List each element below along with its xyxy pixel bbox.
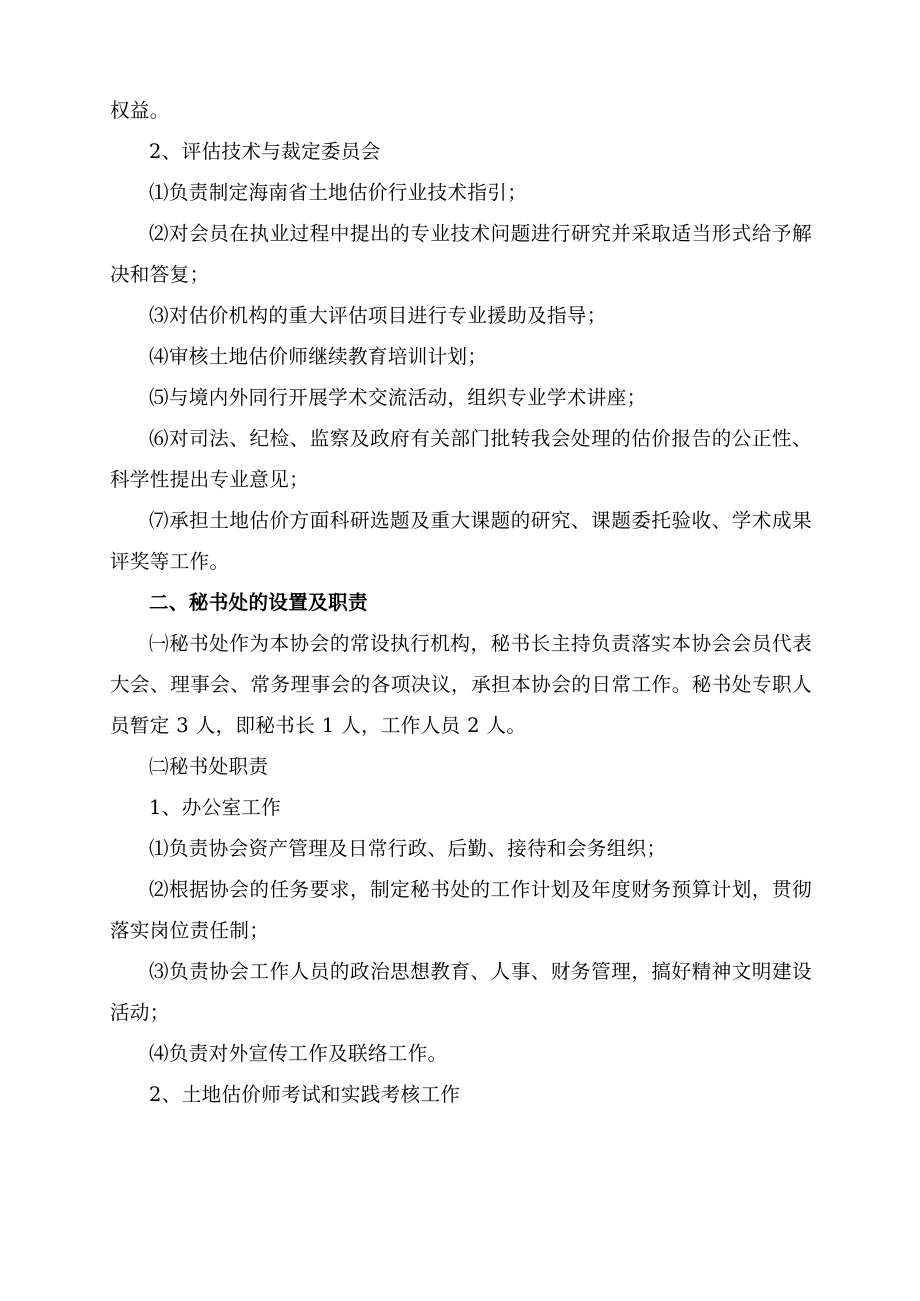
paragraph-subsection-title: ㈡秘书处职责 xyxy=(149,755,269,778)
paragraph-list-item: ⑶对估价机构的重大评估项目进行专业援助及指导； xyxy=(149,304,607,327)
paragraph-subsection-title: 2、评估技术与裁定委员会 xyxy=(149,140,381,163)
paragraph-list-item: ⑷负责对外宣传工作及联络工作。 xyxy=(149,1042,448,1065)
paragraph-list-item: ⑵对会员在执业过程中提出的专业技术问题进行研究并采取适当形式给予解决和答复； xyxy=(110,222,812,286)
paragraph-subsection-title: 1、办公室工作 xyxy=(149,796,282,819)
paragraph-list-item: ⑴负责制定海南省土地估价行业技术指引； xyxy=(149,181,528,204)
paragraph-list-item: ⑶负责协会工作人员的政治思想教育、人事、财务管理，搞好精神文明建设活动； xyxy=(110,960,812,1024)
paragraph-continuation: 权益。 xyxy=(110,99,170,122)
paragraph-list-item: ⑴负责协会资产管理及日常行政、后勤、接待和会务组织； xyxy=(149,837,667,860)
paragraph-list-item: ⑸与境内外同行开展学术交流活动，组织专业学术讲座； xyxy=(149,386,647,409)
paragraph-subsection-title: 2、土地估价师考试和实践考核工作 xyxy=(149,1083,461,1106)
paragraph-list-item: ⑷审核土地估价师继续教育培训计划； xyxy=(149,345,488,368)
paragraph-list-item: ⑵根据协会的任务要求，制定秘书处的工作计划及年度财务预算计划，贯彻落实岗位责任制； xyxy=(110,878,812,942)
paragraph-body: ㈠秘书处作为本协会的常设执行机构，秘书长主持负责落实本协会会员代表大会、理事会、常务理事会的各项决议，承担本协会的日常工作。秘书处专职人员暂定 3 人，即秘书长 1 人，工作人员 2 人。 xyxy=(110,632,812,737)
section-heading: 二、秘书处的设置及职责 xyxy=(149,591,368,614)
paragraph-list-item: ⑹对司法、纪检、监察及政府有关部门批转我会处理的估价报告的公正性、科学性提出专业意见； xyxy=(110,427,812,491)
document-body xyxy=(110,90,812,1115)
paragraph-list-item: ⑺承担土地估价方面科研选题及重大课题的研究、课题委托验收、学术成果评奖等工作。 xyxy=(110,509,812,573)
